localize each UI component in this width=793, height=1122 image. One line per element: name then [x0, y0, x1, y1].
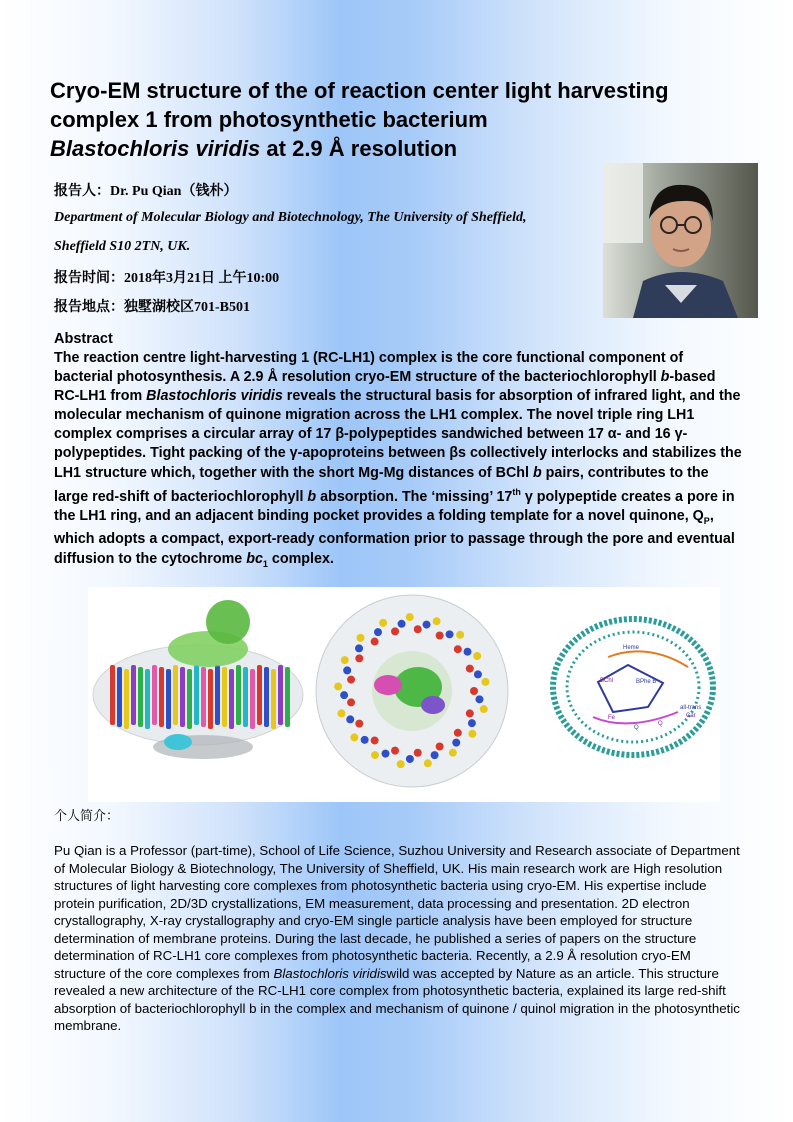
- ring-subunit: [480, 705, 488, 713]
- helix: [271, 669, 276, 729]
- ring-subunit: [446, 630, 454, 638]
- helix: [166, 669, 171, 729]
- figure-label: Heme: [623, 645, 640, 651]
- ring-subunit: [347, 698, 355, 706]
- helix: [257, 665, 262, 725]
- helix: [152, 665, 157, 725]
- bio-heading: 个人简介：: [54, 808, 120, 823]
- ring-subunit: [406, 755, 414, 763]
- side-view-structure: [93, 600, 303, 759]
- helix: [110, 665, 115, 725]
- helix: [117, 667, 122, 727]
- figure-label: Fe: [608, 715, 616, 721]
- speaker-line: 报告人：Dr. Pu Qian（钱朴）: [54, 184, 238, 199]
- ring-subunit: [468, 719, 476, 727]
- speaker-affiliation-1: Department of Molecular Biology and Biotechnology, The University of Sheffield,: [54, 210, 527, 225]
- figure-label: Car: [686, 713, 696, 719]
- helix: [236, 665, 241, 725]
- ring-subunit: [361, 736, 369, 744]
- pigment-ring-structure: [553, 619, 713, 755]
- abstract-heading: Abstract: [54, 331, 113, 347]
- helix: [243, 667, 248, 727]
- helix: [145, 669, 150, 729]
- helix: [180, 667, 185, 727]
- helix: [222, 667, 227, 727]
- title-resolution: at 2.9 Å resolution: [260, 136, 458, 161]
- ring-subunit: [379, 619, 387, 627]
- ring-subunit: [371, 736, 379, 744]
- figure-label: Q: [634, 725, 639, 731]
- top-view-structure: [316, 595, 508, 787]
- ring-subunit: [423, 621, 431, 629]
- ring-subunit: [449, 749, 457, 757]
- ring-subunit: [475, 695, 483, 703]
- figure-label: BChl: [600, 678, 614, 684]
- ring-subunit: [355, 654, 363, 662]
- title-line-3: [50, 134, 750, 163]
- ring-subunit: [391, 747, 399, 755]
- helix: [187, 669, 192, 729]
- ring-subunit: [481, 678, 489, 686]
- bio-text: Pu Qian is a Professor (part-time), School of Life Science, Suzhou University and Research associate of Department of Molecular Biology & Biotechnology, The University of Sheffield, UK. His main research work are High resolution structures of light harvesting core complexes from photosynthetic bacteria using cryo-EM. His expertise include protein purification, 2D/3D crystallizations, EM measurement, data processing and presentation. 2D electron crystallography, X-ray crystallography and cryo-EM single particle analysis have been employed for structure determination of membrane proteins. During the last decade, he published a series of papers on the structure determination of RC-LH1 core complexes from photosynthetic bacteria. Recently, a 2.9 Å resolution cryo-EM structure of the core complexes from Blastochloris viridiswild was accepted by Nature as an article. This structure revealed a new architecture of the RC-LH1 core complex from photosynthetic bacteria, explained its large red-shift absorption of bacteriochlorophyll b in the complex and mechanism of quinone / quinol migration in the photosynthetic membrane.: [54, 843, 740, 1033]
- ring-subunit: [431, 751, 439, 759]
- helix: [131, 665, 136, 725]
- ring-subunit: [397, 760, 405, 768]
- helix: [285, 667, 290, 727]
- helix: [159, 667, 164, 727]
- ring-subunit: [424, 759, 432, 767]
- abstract-text: The reaction centre light-harvesting 1 (RC-LH1) complex is the core functional component of bacterial photosynthesis. A 2.9 Å resolution cryo-EM structure of the bacteriochlorophyll b-based RC-LH1 from Blastochloris viridis reveals the structural basis for absorption of infrared light, and the molecular mechanism of quinone migration across the LH1 complex. The novel triple ring LH1 complex comprises a circular array of 17 β-polypeptides sandwiched between 17 α- and 16 γ-polypeptides. Tight packing of the γ-apoproteins between βs collectively interlocks and stabilizes the LH1 structure which, together with the short Mg-Mg distances of BChl b pairs, contributes to the large red-shift of bacteriochlorophyll b absorption. The ‘missing’ 17th γ polypeptide creates a pore in the LH1 ring, and an adjacent binding pocket provides a folding template for a novel quinone, $Q_P$, which adopts a compact, export-ready conformation prior to passage through the pore and eventual diffusion to the cytochrome $bc_1$ complex.: [54, 350, 742, 569]
- helix: [208, 669, 213, 729]
- figure-label: Q: [658, 721, 663, 727]
- ring-subunit: [341, 656, 349, 664]
- helix: [278, 665, 283, 725]
- poster-title: [50, 76, 750, 163]
- structure-figure: [88, 587, 720, 802]
- talk-location: 报告地点：独墅湖校区701-B501: [54, 300, 250, 315]
- helix: [250, 669, 255, 729]
- ring-subunit: [454, 645, 462, 653]
- ring-subunit: [347, 676, 355, 684]
- ring-subunit: [456, 631, 464, 639]
- speaker-photo: [603, 163, 758, 318]
- ring-subunit: [466, 709, 474, 717]
- ring-subunit: [468, 730, 476, 738]
- helix: [173, 665, 178, 725]
- helix: [124, 669, 129, 729]
- ring-subunit: [398, 620, 406, 628]
- ring-subunit: [470, 687, 478, 695]
- helix: [194, 665, 199, 725]
- ring-subunit: [474, 670, 482, 678]
- ring-subunit: [433, 617, 441, 625]
- ring-subunit: [381, 750, 389, 758]
- helix: [201, 667, 206, 727]
- ring-subunit: [473, 652, 481, 660]
- ring-subunit: [452, 739, 460, 747]
- ring-subunit: [371, 751, 379, 759]
- ring-subunit: [414, 749, 422, 757]
- ring-subunit: [355, 720, 363, 728]
- ring-subunit: [464, 648, 472, 656]
- title-species: Blastochloris viridis: [50, 136, 261, 161]
- ring-subunit: [356, 634, 364, 642]
- figure-label: all-trans: [680, 705, 702, 711]
- speaker-affiliation-2: Sheffield S10 2TN, UK.: [54, 239, 191, 254]
- figure-label: BPhe B: [636, 679, 657, 685]
- ring-subunit: [346, 715, 354, 723]
- ring-subunit: [466, 665, 474, 673]
- ring-subunit: [391, 627, 399, 635]
- title-line-1: Cryo-EM structure of the of reaction center light harvesting: [50, 78, 669, 103]
- ring-subunit: [340, 691, 348, 699]
- ring-subunit: [371, 638, 379, 646]
- ring-subunit: [334, 682, 342, 690]
- ring-subunit: [350, 733, 358, 741]
- ring-subunit: [343, 666, 351, 674]
- ring-subunit: [436, 743, 444, 751]
- title-line-2: complex 1 from photosynthetic bacterium: [50, 107, 488, 132]
- ring-subunit: [454, 729, 462, 737]
- helix: [264, 667, 269, 727]
- ring-subunit: [414, 625, 422, 633]
- ring-subunit: [355, 644, 363, 652]
- ring-subunit: [337, 709, 345, 717]
- helix: [138, 667, 143, 727]
- ring-subunit: [436, 631, 444, 639]
- helix: [229, 669, 234, 729]
- ring-subunit: [406, 613, 414, 621]
- talk-time: 报告时间：2018年3月21日 上午10:00: [54, 271, 280, 286]
- ring-subunit: [374, 628, 382, 636]
- helix: [215, 665, 220, 725]
